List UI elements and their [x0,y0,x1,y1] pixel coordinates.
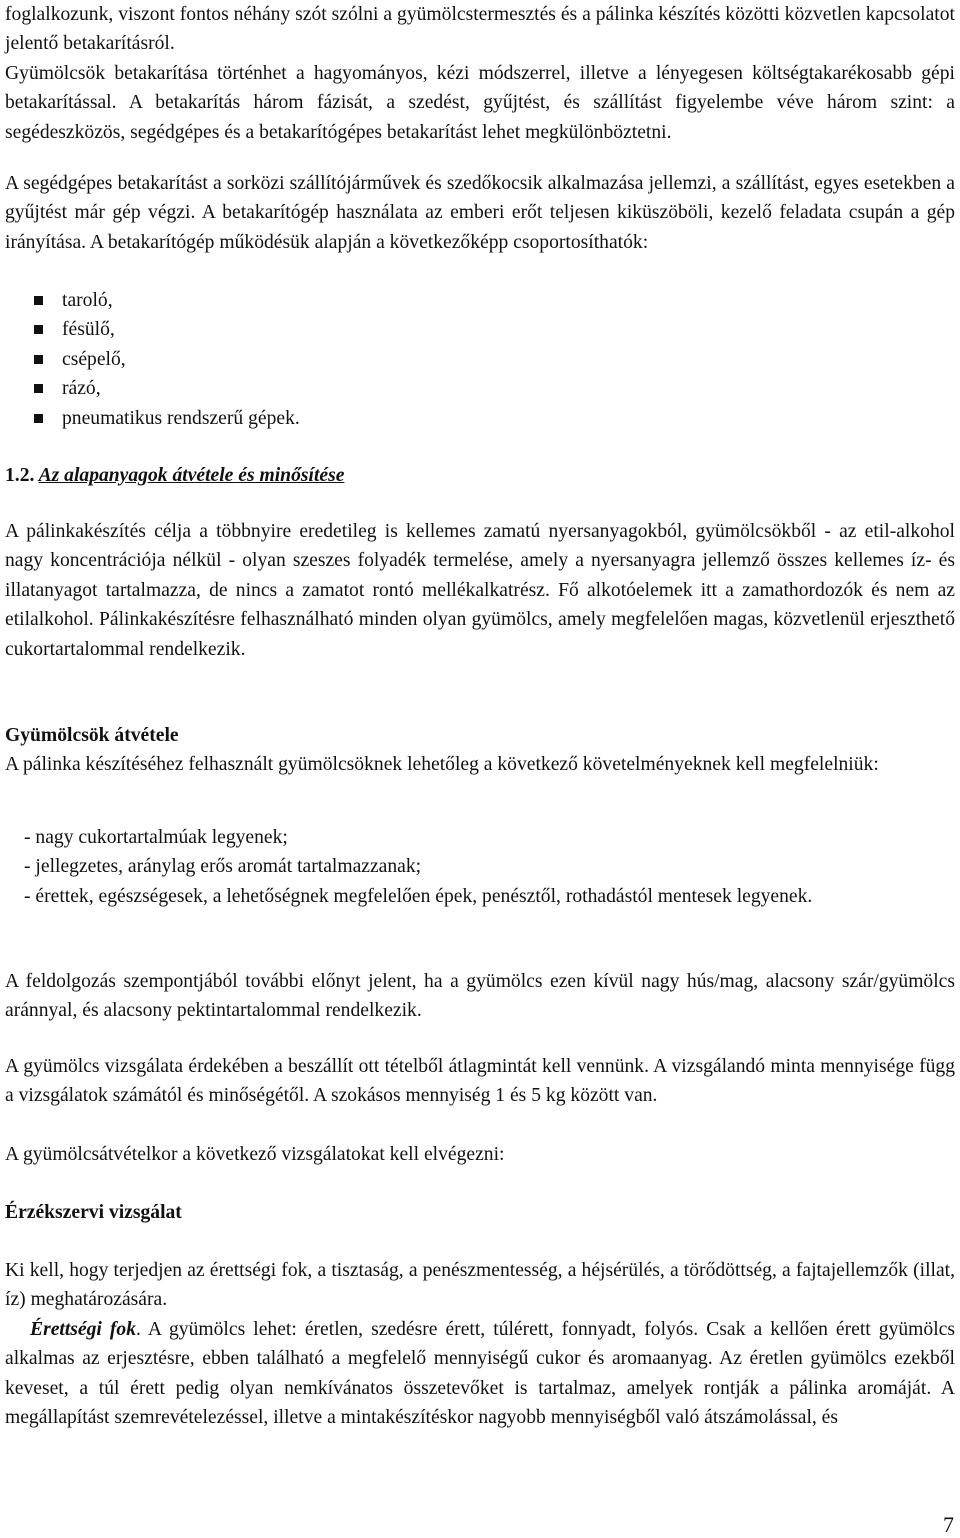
sensory-paragraph: Ki kell, hogy terjedjen az érettségi fok, a tisztaság, a penészmentesség, a héjsérülés, a törődöttség, a fajtajellemzők (illat, íz) meghatározására. [5,1260,955,1311]
sample-paragraph: A gyümölcs vizsgálata érdekében a beszállít ott tételből átlagmintát kell vennünk. A vizsgálandó minta mennyisége függ a vizsgálatok számától és minőségétől. A szokásos mennyiség 1 és 5 kg között van. [5,1056,955,1107]
list-item: - nagy cukortartalmúak legyenek; [24,827,288,848]
page-number: 7 [943,1512,954,1537]
ripeness-label: Érettségi fok [30,1319,137,1340]
square-bullet-icon [34,355,43,364]
ripeness-text: . A gyümölcs lehet: éretlen, szedésre érett, túlérett, fonnyadt, folyós. Csak a kellően érett gyümölcs alkalmas az erjesztésre, ebben található a megfelelő mennyiségű cukor és aromaanyag. Az éretlen gyümölcs ezekből keveset, a túl érett pedig olyan nemkívánatos összetevőket is tartalmaz, amelyek rontják a pálinka aromáját. A megállapítást szemrevételezéssel, illetve a mintakészítéskor nagyobb mennyiségből való átszámolással, és [5,1319,955,1429]
list-item: rázó, [34,374,634,403]
machine-type-list [34,286,634,433]
square-bullet-icon [34,414,43,423]
processing-paragraph: A feldolgozás szempontjából további előnyt jelent, ha a gyümölcs ezen kívül nagy hús/mag, alacsony szár/gyümölcs aránnyal, és alacsony pektintartalommal rendelkezik. [5,971,955,1022]
list-item: pneumatikus rendszerű gépek. [34,404,634,433]
list-item: - érettek, egészségesek, a lehetőségnek megfelelően épek, penésztől, rothadástól mentesek legyenek. [24,885,813,907]
sensory-heading: Érzékszervi vizsgálat [5,1202,182,1223]
intro-paragraph-3: A segédgépes betakarítást a sorközi szállítójárművek és szedőkocsik alkalmazása jellemzi, a szállítást, egyes esetekben a gyűjtést már gép végzi. A betakarítógép használata az emberi erőt teljesen kiküszöböli, kezelő feladata csupán a gép irányítása. A betakarítógép működésük alapján a következőképp csoportosíthatók: [5,173,955,253]
intro-paragraph-1: foglalkozunk, viszont fontos néhány szót szólni a gyümölcstermesztés és a pálinka készítés közötti közvetlen kapcsolatot jelentő betakarításról. [5,4,955,55]
section-paragraph: A pálinkakészítés célja a többnyire eredetileg is kellemes zamatú nyersanyagokból, gyümölcsökből - az etil-alkohol nagy koncentrációja nélkül - olyan szeszes folyadék termelése, amely a nyersanyagra jellemző összes kellemes íz- és illatanyagot tartalmazza, de nincs a zamatot rontó mellékalkatrész. Fő alkotóelemek itt a zamathordozók és nem az etilalkohol. Pálinkakészítésre felhasználható minden olyan gyümölcs, amely megfelelően magas, közvetlenül erjeszthető cukortartalommal rendelkezik. [5,521,955,660]
square-bullet-icon [34,325,43,334]
square-bullet-icon [34,296,43,305]
section-number: 1.2. [5,465,35,486]
requirements-intro: A pálinka készítéséhez felhasznált gyümölcsöknek lehetőleg a következő követelményeknek kell megfelelniük: [5,754,879,775]
intro-paragraph-2: Gyümölcsök betakarítása történhet a hagyományos, kézi módszerrel, illetve a lényegesen költségtakarékosabb gépi betakarítással. A betakarítás három fázisát, a szedést, gyűjtést, és szállítást figyelembe véve három szint: a segédeszközös, segédgépes és a betakarítógépes betakarítást lehet megkülönböztetni. [5,63,955,143]
list-item: csépelő, [34,345,634,374]
requirements-list [24,823,944,911]
list-item: taroló, [34,286,634,315]
list-item: - jellegzetes, aránylag erős aromát tartalmazzanak; [24,856,422,878]
fruit-receipt-heading: Gyümölcsök átvétele [5,725,179,746]
section-title: Az alapanyagok átvétele és minősítése [38,465,345,486]
list-item: fésülő, [34,315,634,344]
square-bullet-icon [34,384,43,393]
section-heading [5,461,344,490]
ripeness-paragraph [5,1315,955,1433]
tests-paragraph: A gyümölcsátvételkor a következő vizsgálatokat kell elvégezni: [5,1144,505,1165]
